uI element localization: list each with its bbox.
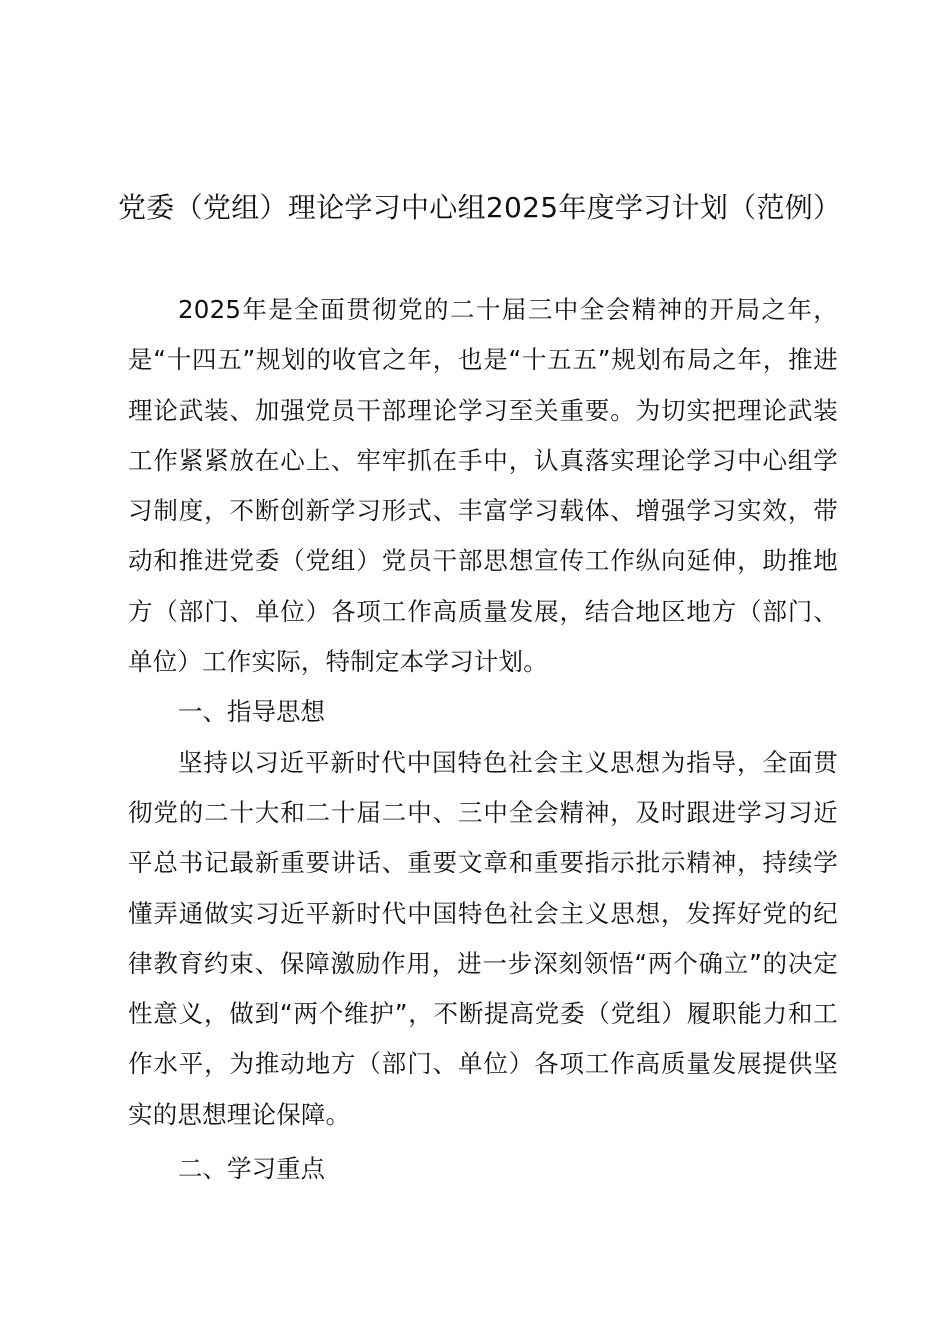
document-body: [128, 285, 838, 1194]
document-title: 党委（党组）理论学习中心组2025年度学习计划（范例）: [118, 191, 842, 224]
guiding-thought-paragraph: 坚持以习近平新时代中国特色社会主义思想为指导，全面贯彻党的二十大和二十届二中、三中全会精神，及时跟进学习习近平总书记最新重要讲话、重要文章和重要指示批示精神，持续学懂弄通做实习近平新时代中国特色社会主义思想，发挥好党的纪律教育约束、保障激励作用，进一步深刻领悟“两个确立”的决定性意义，做到“两个维护”，不断提高党委（党组）履职能力和工作水平，为推动地方（部门、单位）各项工作高质量发展提供坚实的思想理论保障。: [128, 747, 838, 1129]
section-heading-guiding-thought: 一、指导思想: [178, 697, 325, 727]
intro-paragraph: 2025年是全面贯彻党的二十届三中全会精神的开局之年，是“十四五”规划的收官之年，也是“十五五”规划布局之年，推进理论武装、加强党员干部理论学习至关重要。为切实把理论武装工作紧紧放在心上、牢牢抓在手中，认真落实理论学习中心组学习制度，不断创新学习形式、丰富学习载体、增强学习实效，带动和推进党委（党组）党员干部思想宣传工作纵向延伸，助推地方（部门、单位）各项工作高质量发展，结合地区地方（部门、单位）工作实际，特制定本学习计划。: [128, 295, 838, 677]
section-heading-study-focus: 二、学习重点: [178, 1154, 325, 1184]
